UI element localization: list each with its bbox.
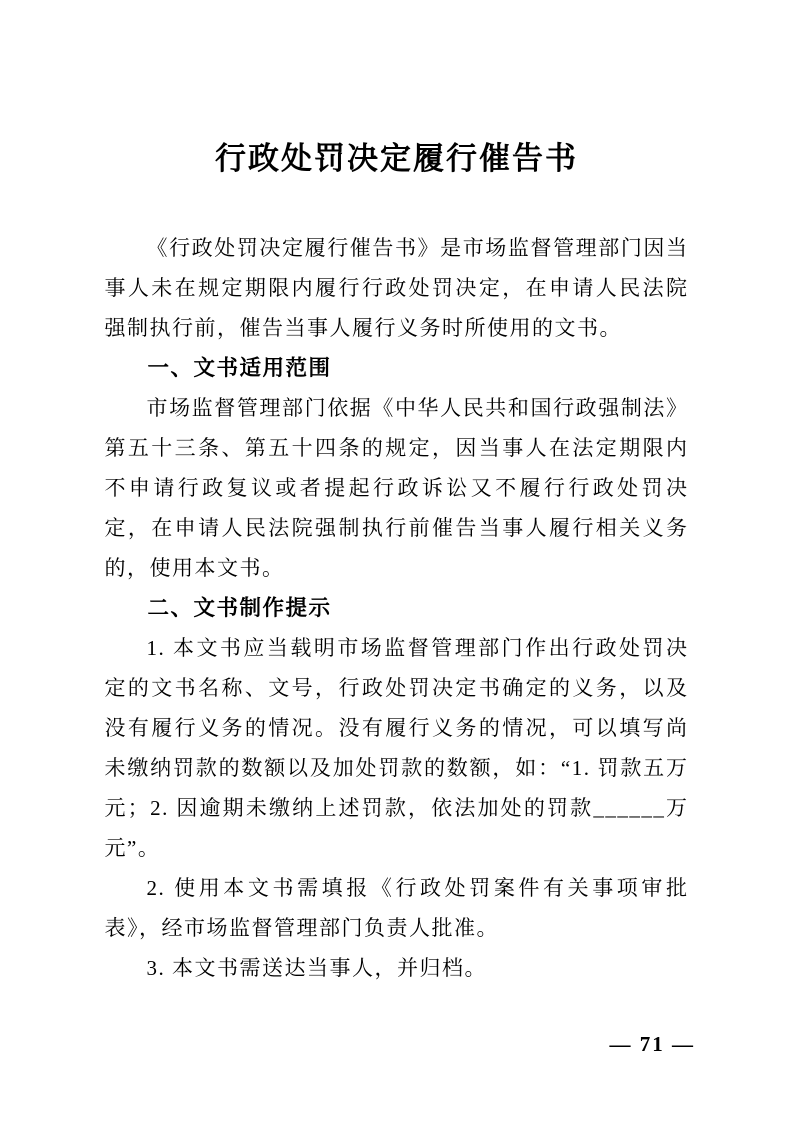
section-scope-paragraph: 市场监督管理部门依据《中华人民共和国行政强制法》第五十三条、第五十四条的规定，因当事人在法定期限内不申请行政复议或者提起行政诉讼又不履行行政处罚决定，在申请人民法院强制执行前催告当事人履行相关义务的，使用本文书。 <box>104 396 689 580</box>
intro-paragraph: 《行政处罚决定履行催告书》是市场监督管理部门因当事人未在规定期限内履行行政处罚决定，在申请人民法院强制执行前，催告当事人履行义务时所使用的文书。 <box>104 236 689 340</box>
document-title: 行政处罚决定履行催告书 <box>215 141 578 176</box>
document-body <box>105 178 689 988</box>
section-notes-heading: 二、文书制作提示 <box>147 596 332 620</box>
note-item-3: 3. 本文书需送达当事人，并归档。 <box>146 956 487 980</box>
note-item-2: 2. 使用本文书需填报《行政处罚案件有关事项审批表》，经市场监督管理部门负责人批准。 <box>104 876 689 940</box>
section-scope-heading: 一、文书适用范围 <box>147 356 332 380</box>
page-number: — 71 — <box>609 1032 695 1056</box>
note-item-1: 1. 本文书应当载明市场监督管理部门作出行政处罚决定的文书名称、文号，行政处罚决定书确定的义务，以及没有履行义务的情况。没有履行义务的情况，可以填写尚未缴纳罚款的数额以及加处罚款的数额，如：“1. 罚款五万元；2. 因逾期未缴纳上述罚款，依法加处的罚款______万元”。 <box>104 636 689 860</box>
